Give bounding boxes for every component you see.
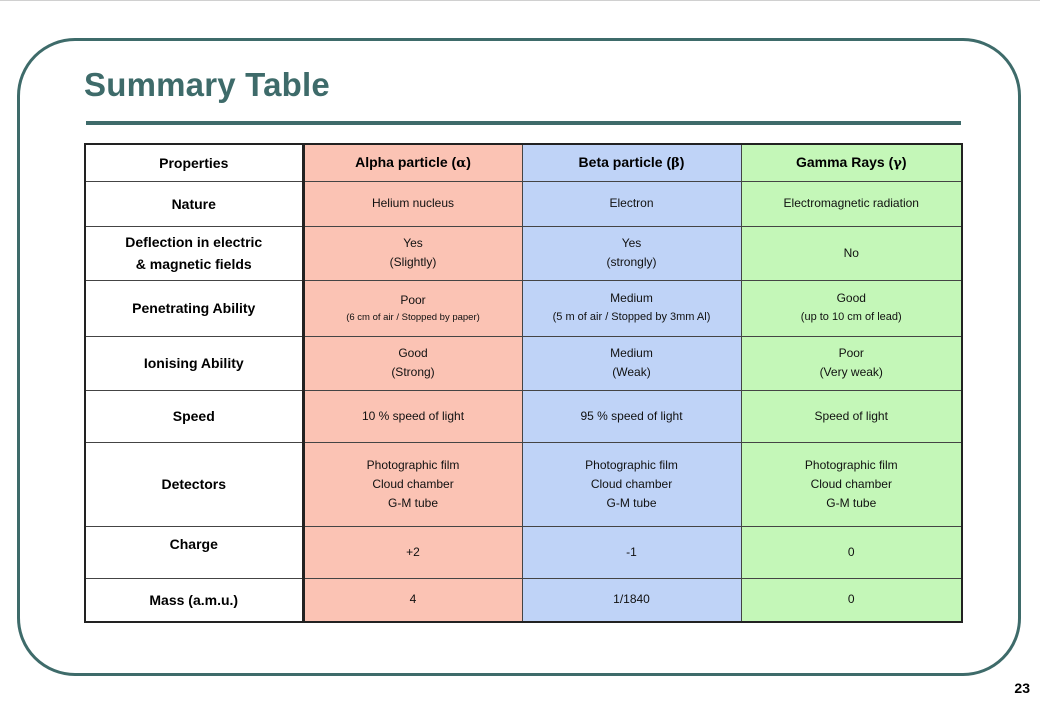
- alpha-cell: [303, 526, 522, 578]
- cell-line: (Slightly): [389, 255, 437, 269]
- beta-cell: [522, 578, 741, 622]
- alpha-cell: [303, 336, 522, 390]
- cell-line: (strongly): [606, 255, 657, 269]
- cell-line: 0: [847, 544, 855, 559]
- alpha-cell: [303, 181, 522, 226]
- alpha-cell: [303, 390, 522, 442]
- header-gamma-close: ): [901, 154, 907, 171]
- property-label: Speed: [85, 390, 303, 442]
- cell-line: Cloud chamber: [810, 476, 892, 491]
- cell-line: 4: [409, 592, 417, 607]
- gamma-cell: [741, 280, 962, 336]
- gamma-cell: [741, 226, 962, 280]
- cell-line: -1: [626, 544, 637, 559]
- beta-symbol: β: [671, 156, 680, 172]
- header-gamma: [741, 144, 962, 181]
- table-row-mass: [85, 578, 962, 622]
- cell-line: (Very weak): [819, 365, 883, 379]
- cell-line: Good: [836, 291, 866, 305]
- header-beta: [522, 144, 741, 181]
- table-row-nature: [85, 181, 962, 226]
- table-row-speed: [85, 390, 962, 442]
- property-label: Mass (a.m.u.): [85, 578, 303, 622]
- cell-line: G-M tube: [387, 495, 438, 510]
- beta-cell: [522, 336, 741, 390]
- cell-line: (6 cm of air / Stopped by paper): [346, 311, 480, 323]
- cell-line: Poor: [838, 346, 864, 360]
- table-row-penetrating: [85, 280, 962, 336]
- cell-line: Helium nucleus: [371, 196, 455, 210]
- gamma-cell: [741, 390, 962, 442]
- property-label: Ionising Ability: [85, 336, 303, 390]
- cell-line: Photographic film: [804, 457, 898, 472]
- header-gamma-label: Gamma Rays (: [795, 154, 894, 171]
- alpha-cell: [303, 578, 522, 622]
- cell-line: Electromagnetic radiation: [783, 196, 919, 210]
- beta-cell: [522, 280, 741, 336]
- title-underline: [86, 121, 961, 125]
- gamma-symbol: γ: [893, 156, 902, 172]
- cell-line: (Weak): [612, 365, 651, 379]
- table-row-ionising: [85, 336, 962, 390]
- cell-line: +2: [406, 544, 420, 559]
- cell-line: Medium: [610, 291, 653, 305]
- property-label: Penetrating Ability: [85, 280, 303, 336]
- beta-cell: [522, 390, 741, 442]
- header-beta-label: Beta particle (: [578, 154, 672, 171]
- property-label: Charge: [85, 526, 303, 578]
- cell-line: G-M tube: [606, 495, 657, 510]
- beta-cell: [522, 181, 741, 226]
- cell-line: Electron: [609, 196, 654, 210]
- gamma-cell: [741, 336, 962, 390]
- property-label: [85, 226, 303, 280]
- gamma-cell: [741, 578, 962, 622]
- cell-line: G-M tube: [826, 495, 877, 510]
- header-beta-close: ): [679, 154, 685, 171]
- alpha-cell: [303, 226, 522, 280]
- property-line: & magnetic fields: [135, 256, 252, 272]
- cell-line: (Strong): [391, 365, 435, 379]
- header-alpha-label: Alpha particle (: [355, 154, 457, 171]
- alpha-cell: [303, 442, 522, 526]
- cell-line: (up to 10 cm of lead): [800, 311, 902, 323]
- cell-line: Medium: [610, 346, 653, 360]
- gamma-cell: [741, 181, 962, 226]
- header-properties: Properties: [85, 144, 303, 181]
- table-header-row: [85, 144, 962, 181]
- cell-line: Photographic film: [366, 457, 460, 472]
- property-label: Detectors: [85, 442, 303, 526]
- top-edge-line: [0, 0, 1040, 1]
- summary-table: [84, 143, 963, 623]
- alpha-cell: [303, 280, 522, 336]
- table-row-deflection: [85, 226, 962, 280]
- table-row-charge: [85, 526, 962, 578]
- cell-line: No: [843, 245, 859, 260]
- cell-line: 10 % speed of light: [361, 408, 465, 423]
- cell-line: (5 m of air / Stopped by 3mm Al): [552, 311, 711, 323]
- property-label: Nature: [85, 181, 303, 226]
- cell-line: Photographic film: [585, 457, 678, 472]
- cell-line: Yes: [403, 236, 423, 250]
- beta-cell: [522, 226, 741, 280]
- beta-cell: [522, 526, 741, 578]
- page-title: Summary Table: [84, 66, 330, 103]
- gamma-cell: [741, 442, 962, 526]
- alpha-symbol: α: [456, 156, 467, 172]
- table-row-detectors: [85, 442, 962, 526]
- cell-line: Cloud chamber: [590, 476, 673, 491]
- cell-line: Poor: [400, 292, 426, 307]
- beta-cell: [522, 442, 741, 526]
- header-alpha-close: ): [466, 154, 471, 171]
- page-number: 23: [1014, 680, 1030, 696]
- cell-line: 1/1840: [613, 592, 650, 607]
- cell-line: Speed of light: [814, 408, 888, 423]
- cell-line: 0: [847, 592, 855, 607]
- cell-line: 95 % speed of light: [580, 408, 683, 423]
- cell-line: Good: [398, 346, 428, 360]
- cell-line: Yes: [621, 236, 642, 250]
- cell-line: Cloud chamber: [372, 476, 454, 491]
- property-line: Deflection in electric: [125, 234, 263, 250]
- header-alpha: [303, 144, 522, 181]
- gamma-cell: [741, 526, 962, 578]
